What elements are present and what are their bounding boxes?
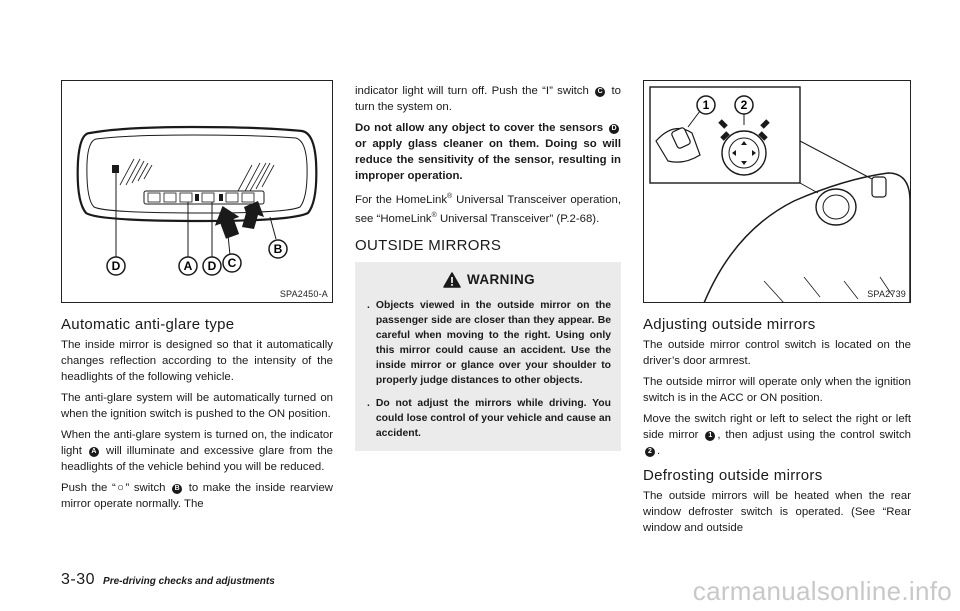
callout-label: B xyxy=(273,242,283,256)
text-run: For the HomeLink xyxy=(355,193,448,206)
paragraph xyxy=(61,427,333,475)
section-heading: OUTSIDE MIRRORS xyxy=(355,236,502,254)
switch-symbol: ○ xyxy=(115,482,126,494)
paragraph: The outside mirror control switch is located on the driver’s door armrest. xyxy=(643,339,911,367)
outside-mirror-switch-figure xyxy=(643,80,911,303)
section-title: Pre-driving checks and adjustments xyxy=(103,576,275,587)
callout-label: 2 xyxy=(740,98,748,112)
section-heading: Defrosting outside mirrors xyxy=(643,467,823,484)
bullet: . xyxy=(367,397,370,409)
text-run: Do not allow any object to cover the sensors xyxy=(355,122,604,134)
warning-text: Objects viewed in the outside mirror on the passenger side are closer than they appear. Be careful when moving to the right. Using only this mirror could cause an accident. Use the inside mirror or glance over your shoulder to properly judge distances to other objects. xyxy=(375,299,611,386)
warning-title xyxy=(367,272,611,288)
paragraph: The inside mirror is designed so that it automatically changes reflection according to the intensity of the headlights of the following vehicle. xyxy=(61,339,333,383)
marker-2: 2 xyxy=(645,447,655,457)
callout-label: 1 xyxy=(702,98,710,112)
marker-b: B xyxy=(172,484,182,494)
paragraph: The outside mirror will operate only when the ignition switch is in the ACC or ON position. xyxy=(643,376,911,404)
text-run: . xyxy=(657,445,661,457)
warning-text: Do not adjust the mirrors while driving. You could lose control of your vehicle and cause an accident. xyxy=(375,397,611,439)
registered-mark: ® xyxy=(431,211,437,219)
paragraph xyxy=(61,480,333,512)
callout-label: C xyxy=(227,256,237,270)
callout-label: A xyxy=(183,259,193,273)
figure-code: SPA2450-A xyxy=(279,289,328,299)
callout-label: D xyxy=(111,259,121,273)
callout-label: D xyxy=(207,259,217,273)
marker-a: A xyxy=(89,447,99,457)
warning-item xyxy=(367,298,611,388)
middle-column xyxy=(355,83,621,451)
marker-1: 1 xyxy=(705,431,715,441)
watermark: carmanualsonline.info xyxy=(692,576,952,606)
paragraph xyxy=(643,411,911,459)
warning-triangle-icon xyxy=(443,272,461,288)
text-run: to turn the system on. xyxy=(355,85,621,113)
text-run: to make the inside rearview mirror operate normally. The xyxy=(61,482,334,510)
paragraph: The outside mirrors will be heated when the rear window defroster switch is operated. (See “Rear window and outside xyxy=(643,490,911,534)
page-footer xyxy=(61,571,275,589)
warning-label: WARNING xyxy=(466,272,536,288)
text-run: When the anti-glare system is turned on, the indicator light xyxy=(61,429,333,457)
text-run: Move the switch right or left to select the right or left side mirror xyxy=(643,413,911,441)
paragraph xyxy=(355,120,621,184)
registered-mark: ® xyxy=(447,193,453,200)
page-number: 3-30 xyxy=(61,571,96,588)
right-column xyxy=(643,80,911,541)
inside-mirror-figure xyxy=(61,80,333,303)
bullet: . xyxy=(367,299,370,311)
warning-box xyxy=(355,262,621,451)
text-run: indicator light will turn off. Push the “I” switch xyxy=(355,85,589,97)
text-run: Universal Transceiver operation, see “HomeLink xyxy=(355,193,621,225)
paragraph: The anti-glare system will be automatically turned on when the ignition switch is pushed to the ON position. xyxy=(61,392,333,420)
warning-item xyxy=(367,396,611,441)
outside-mirror-switch-illustration xyxy=(644,81,911,303)
text-run: ” switch xyxy=(125,482,166,494)
inside-mirror-illustration xyxy=(62,81,333,303)
text-run: Push the “ xyxy=(61,482,116,494)
marker-d: D xyxy=(609,124,619,134)
section-heading: Adjusting outside mirrors xyxy=(643,316,816,333)
section-heading: Automatic anti-glare type xyxy=(61,316,235,333)
text-run: will illuminate and excessive glare from the headlights of the vehicle behind you will be reduced. xyxy=(61,445,333,473)
paragraph xyxy=(355,189,621,227)
marker-c: C xyxy=(595,87,605,97)
figure-code: SPA2739 xyxy=(867,289,906,299)
text-run: Universal Transceiver” (P.2-68). xyxy=(436,212,600,225)
paragraph xyxy=(355,83,621,115)
text-run: , then adjust using the control switch xyxy=(717,429,912,441)
left-column xyxy=(61,80,333,517)
text-run: or apply glass cleaner on them. Doing so will reduce the sensitivity of the sensor, resulting in improper operation. xyxy=(355,138,621,182)
